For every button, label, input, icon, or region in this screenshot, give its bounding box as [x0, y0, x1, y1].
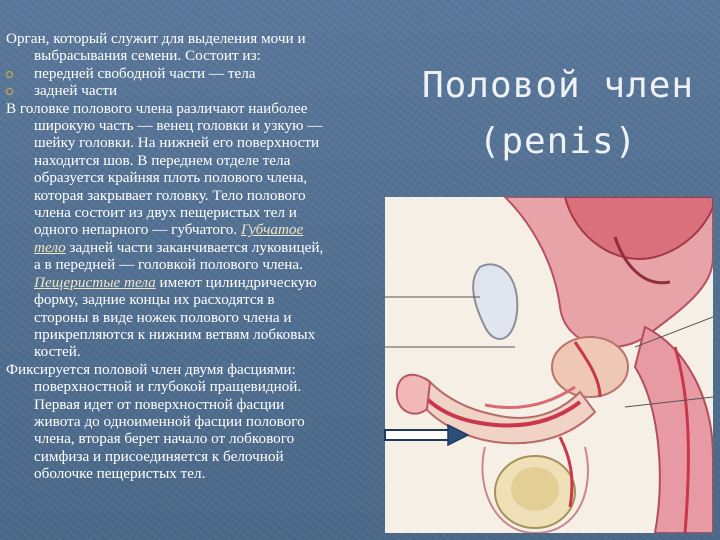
p2-line-15: прикрепляются к нижним ветвям лобковых	[34, 325, 316, 343]
p2-line-10: задней части заканчивается луковицей,	[65, 238, 324, 256]
title-line-1: Половой член	[421, 65, 695, 106]
p3-line-2: поверхностной и глубокой пращевидной.	[34, 378, 302, 396]
intro-line-2: выбрасывания семени. Состоит из:	[34, 47, 261, 65]
anatomy-illustration	[385, 197, 713, 533]
p2-line-11: а в передней — головкой полового члена.	[34, 256, 303, 274]
p3-line-3: Первая идет от поверхностной фасции	[34, 395, 285, 413]
p3-line-7: оболочке пещеристых тел.	[34, 465, 206, 483]
p2-line-2: широкую часть — венец головки и узкую —	[34, 117, 323, 135]
p2-line-3: шейку головки. На нижней его поверхности	[34, 134, 320, 152]
p2-line-14: стороны в виде ножек полового члена и	[34, 308, 292, 326]
title-line-2: (penis)	[478, 121, 638, 162]
p2-line-4: находится шов. В переднем отделе тела	[34, 151, 291, 169]
p3-line-1: Фиксируется половой член двумя фасциями:	[6, 360, 296, 378]
p2-line-7: члена состоит из двух пещеристых тел и	[34, 204, 297, 222]
term-spongy-body-a: Губчатое	[240, 221, 304, 239]
circle-bullet-icon	[6, 71, 13, 78]
term-cavernous-bodies: Пещеристые тела	[34, 273, 156, 291]
bullet-item-body	[6, 65, 398, 82]
p2-line-6: которая закрывает головку. Тело полового	[34, 186, 306, 204]
bullet-label-root: задней части	[34, 82, 118, 100]
p2-line-1: В головке полового члена различают наиболее	[6, 99, 308, 117]
p2-line-5: образуется крайняя плоть полового члена,	[34, 169, 308, 187]
p2-line-16: костей.	[34, 343, 81, 361]
p3-line-6: симфиза и присоединяется к белочной	[34, 447, 284, 465]
intro-line-1: Орган, который служит для выделения мочи и	[6, 30, 306, 47]
circle-bullet-icon	[6, 88, 13, 95]
p3-line-5: члена, вторая берет начало от лобкового	[34, 430, 295, 448]
slide-body-text	[6, 30, 398, 483]
bullet-item-root	[6, 82, 398, 99]
bullet-label-body: передней свободной части — тела	[34, 64, 256, 82]
p2-line-8: одного непарного — губчатого.	[34, 221, 238, 239]
structure-paragraph	[6, 100, 398, 361]
p3-line-4: живота до одноименной фасции полового	[34, 412, 305, 430]
right-arrow-icon	[384, 424, 470, 446]
p2-line-12: имеют цилиндрическую	[155, 273, 317, 291]
fixation-paragraph	[6, 361, 398, 483]
intro-paragraph	[6, 30, 398, 65]
anatomy-drawing	[385, 197, 713, 533]
term-spongy-body-b: тело	[34, 238, 66, 256]
slide-title	[408, 58, 708, 170]
p2-line-13: форму, задние концы их расходятся в	[34, 291, 275, 309]
